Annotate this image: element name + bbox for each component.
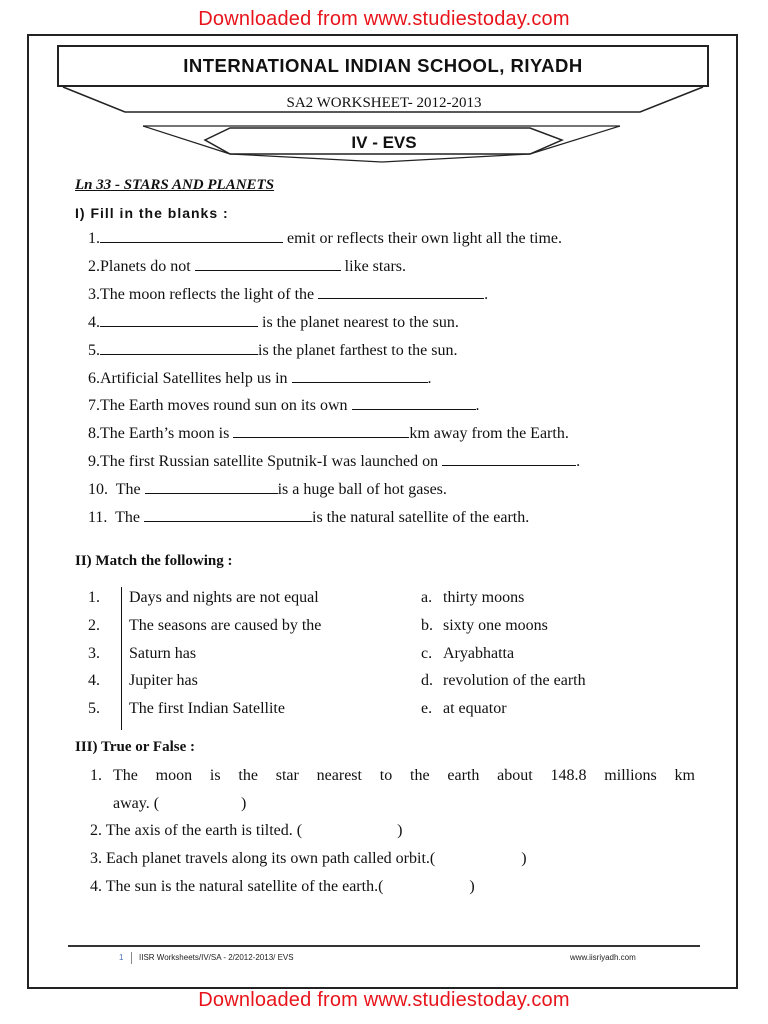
match-num: 5. [88,700,100,717]
match-letter: b. [421,617,433,634]
match-num: 1. [88,589,100,606]
footer-website: www.iisriyadh.com [570,953,636,962]
tf-item-1-line2: away. ( ) [113,795,247,812]
fill-item-1: 1. emit or reflects their own light all the time. [88,230,563,247]
match-left: Days and nights are not equal [129,589,319,606]
match-left: Saturn has [129,645,197,662]
match-left: The seasons are caused by the [129,617,322,634]
fill-item-7: 7.The Earth moves round sun on its own . [88,397,480,414]
worksheet-subtitle: SA2 WORKSHEET- 2012-2013 [286,95,482,111]
tf-item-3: 3. Each planet travels along its own path called orbit.( ) [90,850,527,867]
watermark-top: Downloaded from www.studiestoday.com [198,8,570,30]
match-right: sixty one moons [443,617,548,634]
footer-left-text: IISR Worksheets/IV/SA - 2/2012-2013/ EVS [139,953,294,962]
section-match-title: II) Match the following : [75,553,233,569]
match-left: Jupiter has [129,672,198,689]
match-num: 3. [88,645,100,662]
match-letter: c. [421,645,433,662]
match-num: 2. [88,617,100,634]
fill-item-8: 8.The Earth’s moon is km away from the Earth. [88,425,569,442]
match-letter: d. [421,672,433,689]
header-banner-graphic [0,0,768,180]
match-right: at equator [443,700,507,717]
section-true-false-title: III) True or False : [75,739,195,755]
section-fill-blanks-title: I) Fill in the blanks : [75,205,229,221]
match-letter: e. [421,700,433,717]
match-right: revolution of the earth [443,672,586,689]
fill-item-6: 6.Artificial Satellites help us in . [88,370,432,387]
match-right: Aryabhatta [443,645,515,662]
fill-item-11: 11. The is the natural satellite of the earth. [88,509,530,526]
fill-item-3: 3.The moon reflects the light of the . [88,286,489,303]
fill-item-2: 2.Planets do not like stars. [88,258,406,275]
footer-divider [131,952,132,964]
fill-item-10: 10. The is a huge ball of hot gases. [88,481,447,498]
tf-item-1-line1: The moon is the star nearest to the earth about 148.8 millions km [113,767,695,784]
tf-item-4: 4. The sun is the natural satellite of the earth.( ) [90,878,475,895]
match-left: The first Indian Satellite [129,700,285,717]
fill-item-9: 9.The first Russian satellite Sputnik-I was launched on . [88,453,581,470]
fill-item-5: 5. is the planet farthest to the sun. [88,342,458,359]
course-title: IV - EVS [351,133,417,152]
match-right: thirty moons [443,589,525,606]
lesson-title: Ln 33 - STARS AND PLANETS [75,177,275,193]
match-divider [121,587,122,730]
watermark-bottom: Downloaded from www.studiestoday.com [198,989,570,1011]
footer-rule [68,945,700,947]
fill-item-4: 4. is the planet nearest to the sun. [88,314,459,331]
match-num: 4. [88,672,100,689]
match-letter: a. [421,589,433,606]
tf-item-2: 2. The axis of the earth is tilted. ( ) [90,822,403,839]
school-title: INTERNATIONAL INDIAN SCHOOL, RIYADH [57,45,709,87]
tf-item-1-num: 1. [90,767,102,784]
footer-page-number: 1 [119,953,124,962]
